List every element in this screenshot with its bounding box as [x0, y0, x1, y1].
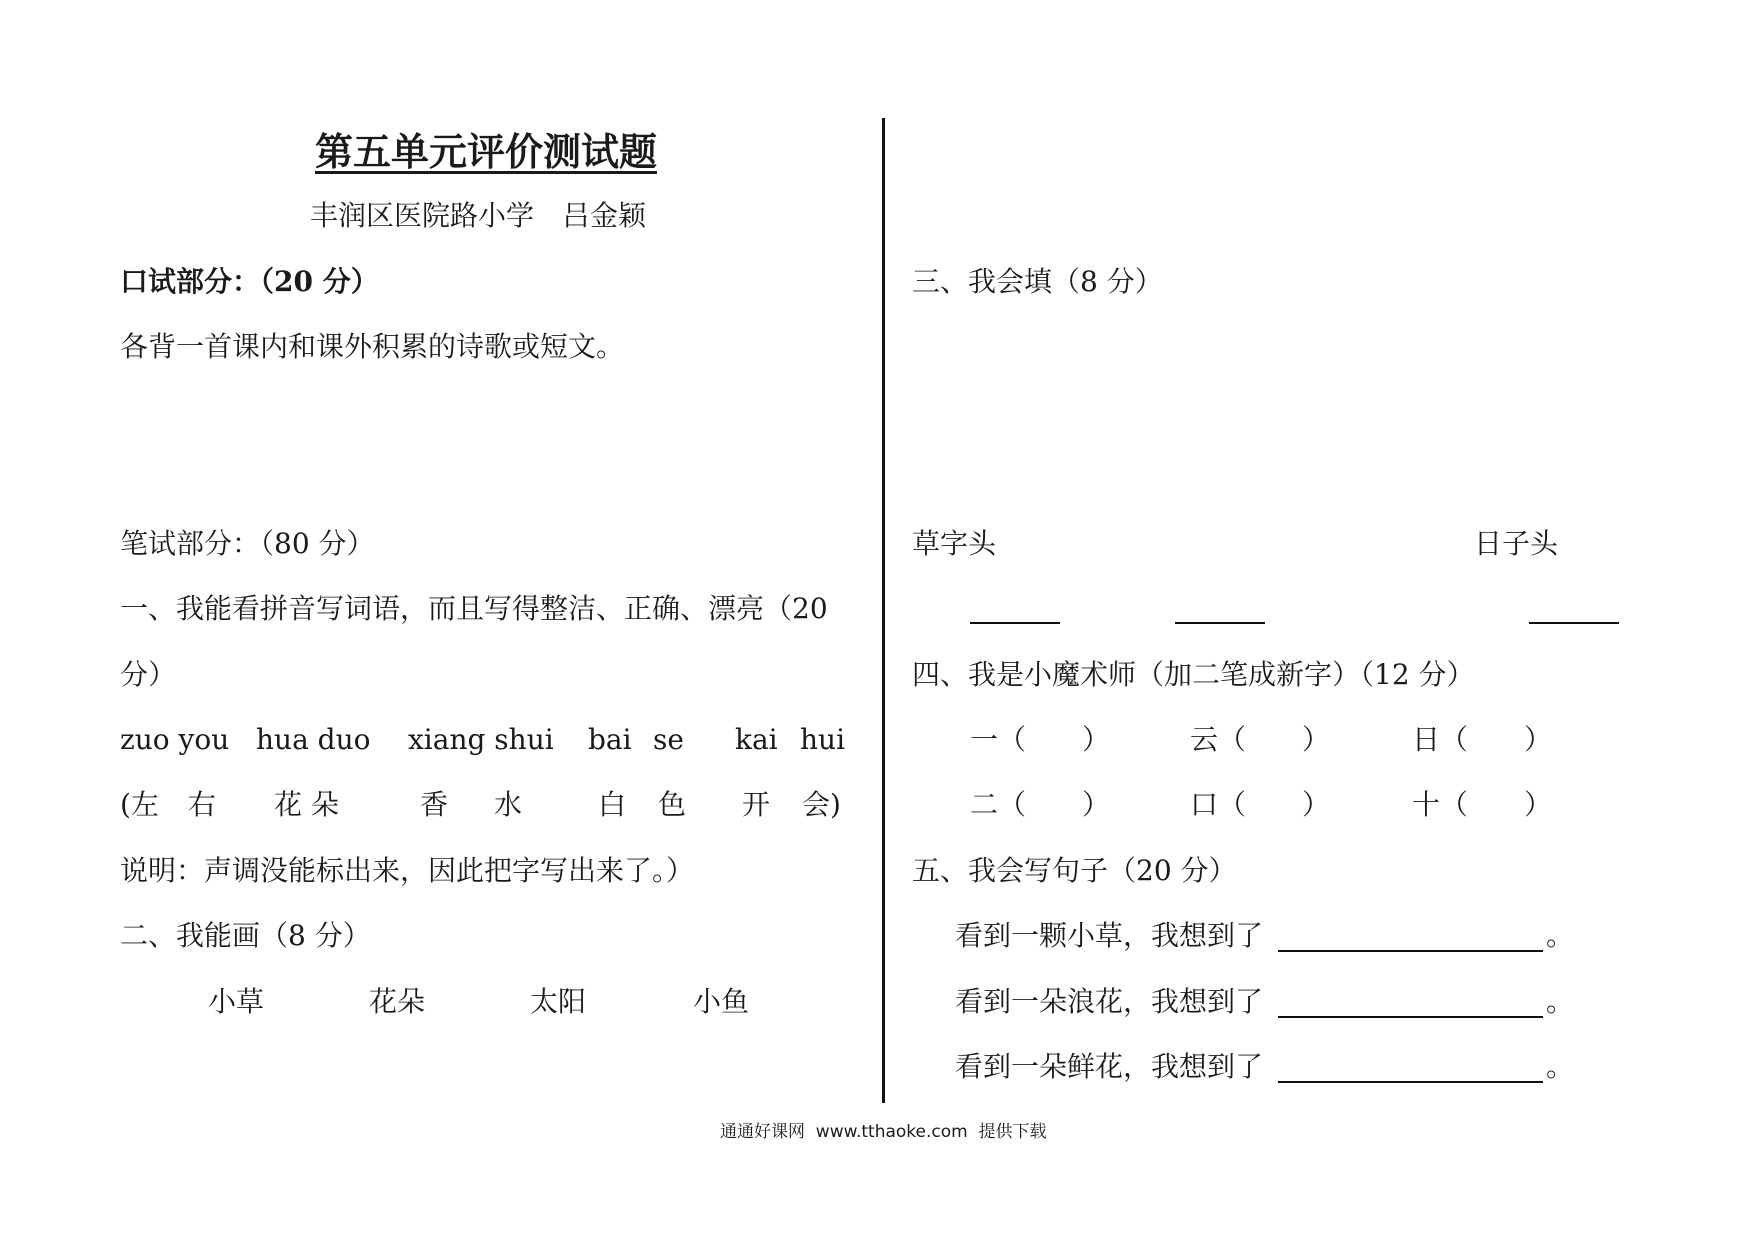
char-blank: 口（ ） — [1190, 788, 1331, 821]
fill-blank[interactable] — [1529, 622, 1619, 624]
q4-heading: 四、我是小魔术师（加二笔成新字）（12 分） — [912, 658, 1475, 691]
oral-instruction: 各背一首课内和课外积累的诗歌或短文。 — [120, 330, 625, 363]
answer-chars: 会) — [802, 788, 841, 821]
sentence-end: 。 — [1546, 985, 1575, 1018]
sentence-prompt: 看到一朵鲜花，我想到了 — [955, 1050, 1264, 1083]
q1-note: 说明：声调没能标出来，因此把字写出来了。） — [120, 854, 695, 887]
fill-blank[interactable] — [1175, 622, 1265, 624]
q5-heading: 五、我会写句子（20 分） — [912, 854, 1237, 887]
q1-heading-line1: 一、我能看拼音写词语，而且写得整洁、正确、漂亮（20 — [120, 592, 828, 625]
pinyin-item: hua duo — [256, 723, 371, 756]
column-divider — [882, 118, 885, 1103]
q3-label-right: 日子头 — [1474, 527, 1559, 560]
answer-chars: 花 朵 — [274, 788, 339, 821]
pinyin-item: hui — [800, 723, 846, 756]
sentence-prompt: 看到一朵浪花，我想到了 — [955, 985, 1264, 1018]
char-blank: 二（ ） — [970, 788, 1111, 821]
q2-heading: 二、我能画（8 分） — [120, 919, 371, 952]
draw-item: 太阳 — [530, 985, 587, 1018]
answer-chars: 开 — [742, 788, 771, 821]
sentence-end: 。 — [1546, 919, 1575, 952]
pinyin-item: kai — [735, 723, 778, 756]
char-blank: 十（ ） — [1412, 788, 1553, 821]
answer-chars: (左 — [120, 788, 159, 821]
draw-item: 花朵 — [369, 985, 426, 1018]
q3-label-left: 草字头 — [912, 527, 997, 560]
answer-chars: 白 — [598, 788, 627, 821]
footer-text: 通通好课网 www.tthaoke.com 提供下载 — [720, 1122, 1047, 1142]
sentence-prompt: 看到一颗小草，我想到了 — [955, 919, 1264, 952]
author-line: 丰润区医院路小学 吕金颖 — [310, 199, 647, 232]
draw-item: 小草 — [208, 985, 265, 1018]
oral-heading: 口试部分：（20 分） — [120, 265, 379, 298]
answer-chars: 香 — [420, 788, 449, 821]
answer-chars: 右 — [188, 788, 217, 821]
char-blank: 云（ ） — [1190, 723, 1331, 756]
fill-blank[interactable] — [970, 622, 1060, 624]
answer-chars: 水 — [494, 788, 523, 821]
answer-chars: 色 — [658, 788, 687, 821]
sentence-blank[interactable] — [1278, 1081, 1543, 1083]
page-title: 第五单元评价测试题 — [315, 129, 658, 174]
q3-heading: 三、我会填（8 分） — [912, 265, 1163, 298]
char-blank: 一（ ） — [970, 723, 1111, 756]
q1-heading-line2: 分） — [120, 658, 177, 691]
pinyin-item: bai — [588, 723, 632, 756]
written-heading: 笔试部分：（80 分） — [120, 527, 375, 560]
draw-item: 小鱼 — [693, 985, 750, 1018]
sentence-blank[interactable] — [1278, 1016, 1543, 1018]
sentence-end: 。 — [1546, 1050, 1575, 1083]
pinyin-item: xiang shui — [408, 723, 554, 756]
pinyin-item: zuo you — [120, 723, 230, 756]
sentence-blank[interactable] — [1278, 950, 1543, 952]
char-blank: 日（ ） — [1412, 723, 1553, 756]
pinyin-item: se — [653, 723, 684, 756]
